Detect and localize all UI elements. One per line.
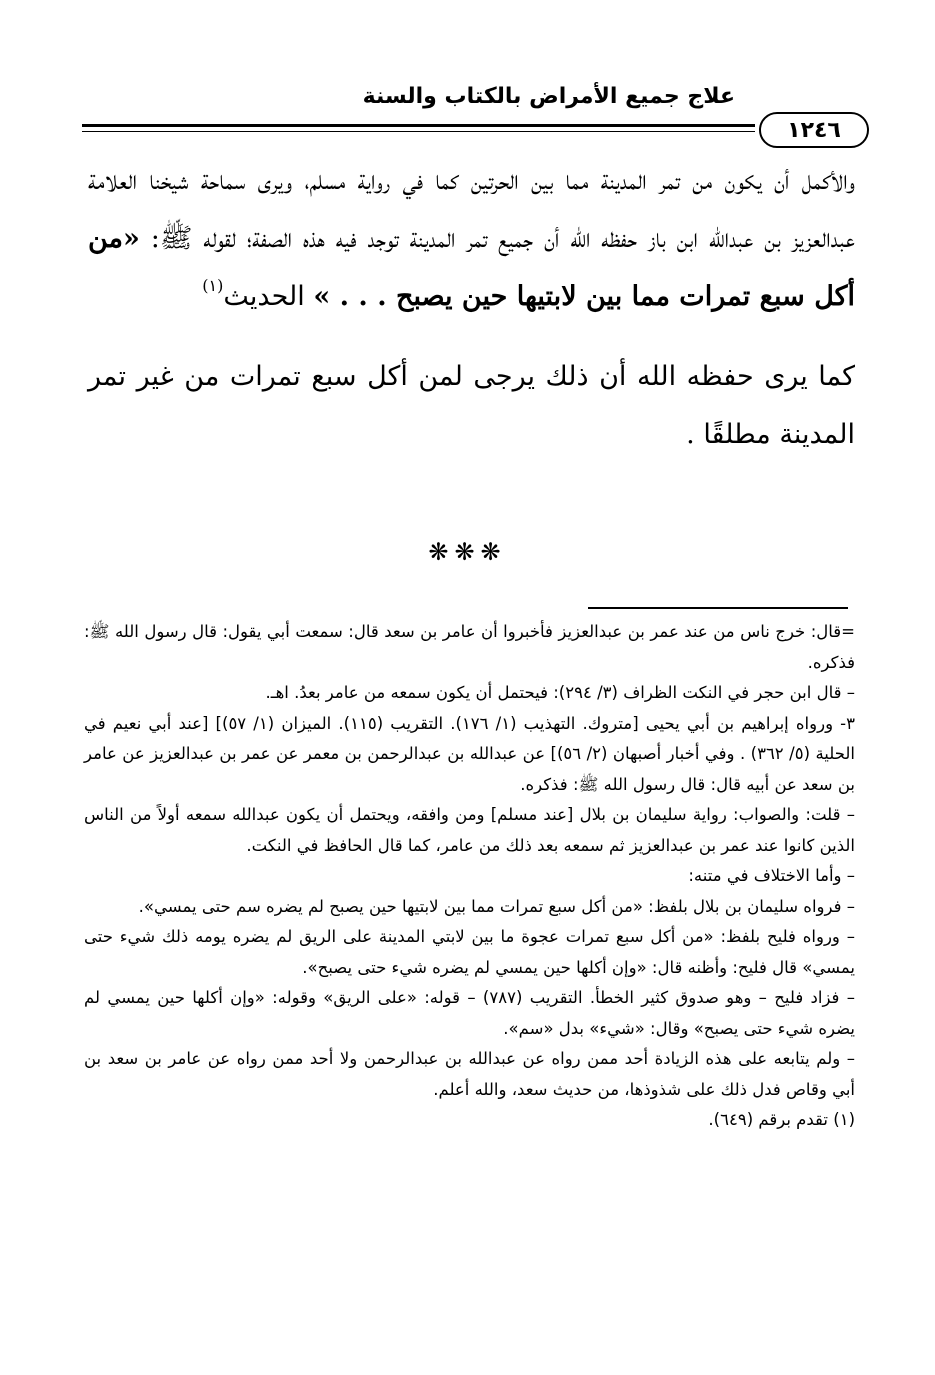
header-rule (82, 124, 755, 127)
hadith-quote: «من أكل سبع تمرات مما بين لابتيها حين يصبح . . . » (88, 223, 855, 312)
page-number: ١٢٤٦ (759, 112, 869, 148)
running-title: علاج جميع الأمراض بالكتاب والسنة (362, 84, 735, 109)
footnotes (84, 617, 855, 1136)
footnote-line: – قلت: والصواب: رواية سليمان بن بلال [عند مسلم] ومن وافقه، ويحتمل أن يكون عبدالله سمعه أولاً من الناس الذين كانوا عند عمر بن عبدالعزيز ثم سمعه بعد ذلك من عامر، كما قال الحافظ في النكت. (84, 805, 855, 855)
footnote-line: – قال ابن حجر في النكت الظراف (٣/ ٢٩٤): فيحتمل أن يكون سمعه من عامر بعدُ. اهـ. (265, 683, 855, 702)
footnote-line: – فرواه سليمان بن بلال بلفظ: «من أكل سبع تمرات مما بين لابتيها حين يصبح لم يضره سم حتى يمسي». (138, 896, 855, 916)
main-paragraph-2: كما يرى حفظه الله أن ذلك يرجى لمن أكل سبع تمرات من غير تمر المدينة مطلقًا . (88, 361, 855, 450)
footnote-rule (588, 607, 848, 609)
footnote-1-text: (١) تقدم برقم (٦٤٩). (708, 1110, 855, 1129)
footnote-line: =قال: خرج ناس من عند عمر بن عبدالعزيز فأخبروا أن عامر بن سعد قال: سمعت أبي يقول: قال رسول الله ﷺ: فذكره. (84, 622, 855, 672)
main-paragraph-1 (88, 152, 855, 326)
footnote-line: – ورواه فليح بلفظ: «من أكل سبع تمرات عجوة ما بين لابتي المدينة على الريق لم يضره يومه ذلك شيء حتى يمسي» قال فليح: وأظنه قال: «وإن أكلها حين يمسي لم يضره شيء حتى يصبح». (84, 927, 855, 977)
header-rule-thin (82, 131, 755, 132)
paragraph-1-intro: والأكمل أن يكون من تمر المدينة مما بين الحرتين كما في رواية مسلم، ويرى سماحة شيخنا العلامة عبدالعزيز بن عبدالله ابن باز حفظه الله أن جميع تمر المدينة توجد فيه هذه الصفة؛ لقوله ﷺ: (88, 165, 855, 254)
hadith-label: الحديث (223, 281, 305, 312)
section-separator-stars: ❋❋❋ (428, 538, 507, 566)
footnote-line: – ولم يتابعه على هذه الزيادة أحد ممن رواه عن عبدالله بن عبدالرحمن ولا أحد ممن رواه عن عامر بن سعد بن أبي وقاص فدل ذلك على شذوذها، من حديث سعد، والله أعلم. (84, 1049, 855, 1099)
footnote-line: ٣- ورواه إبراهيم بن أبي يحيى [متروك. التهذيب (١/ ١٧٦). التقريب (١١٥). الميزان (١/ ٥٧)] [عند أبي نعيم في الحلية (٥/ ٣٦٢) . وفي أخبار أصبهان (٢/ ٥٦)] عن عبدالله بن عبدالرحمن بن معمر عن عمر بن عبدالعزيز عن عامر بن سعد عن أبيه قال: قال رسول الله ﷺ: فذكره. (84, 713, 856, 794)
footnote-ref-marker: (١) (202, 276, 224, 295)
footnote-line: – فزاد فليح – وهو صدوق كثير الخطأ. التقريب (٧٨٧) – قوله: «على الريق» وقوله: «وإن أكلها حين يمسي لم يضره شيء حتى يصبح» وقال: «شيء» بدل «سم». (84, 988, 855, 1038)
main-text (88, 152, 855, 464)
footnote-line: – وأما الاختلاف في متنه: (688, 866, 855, 885)
